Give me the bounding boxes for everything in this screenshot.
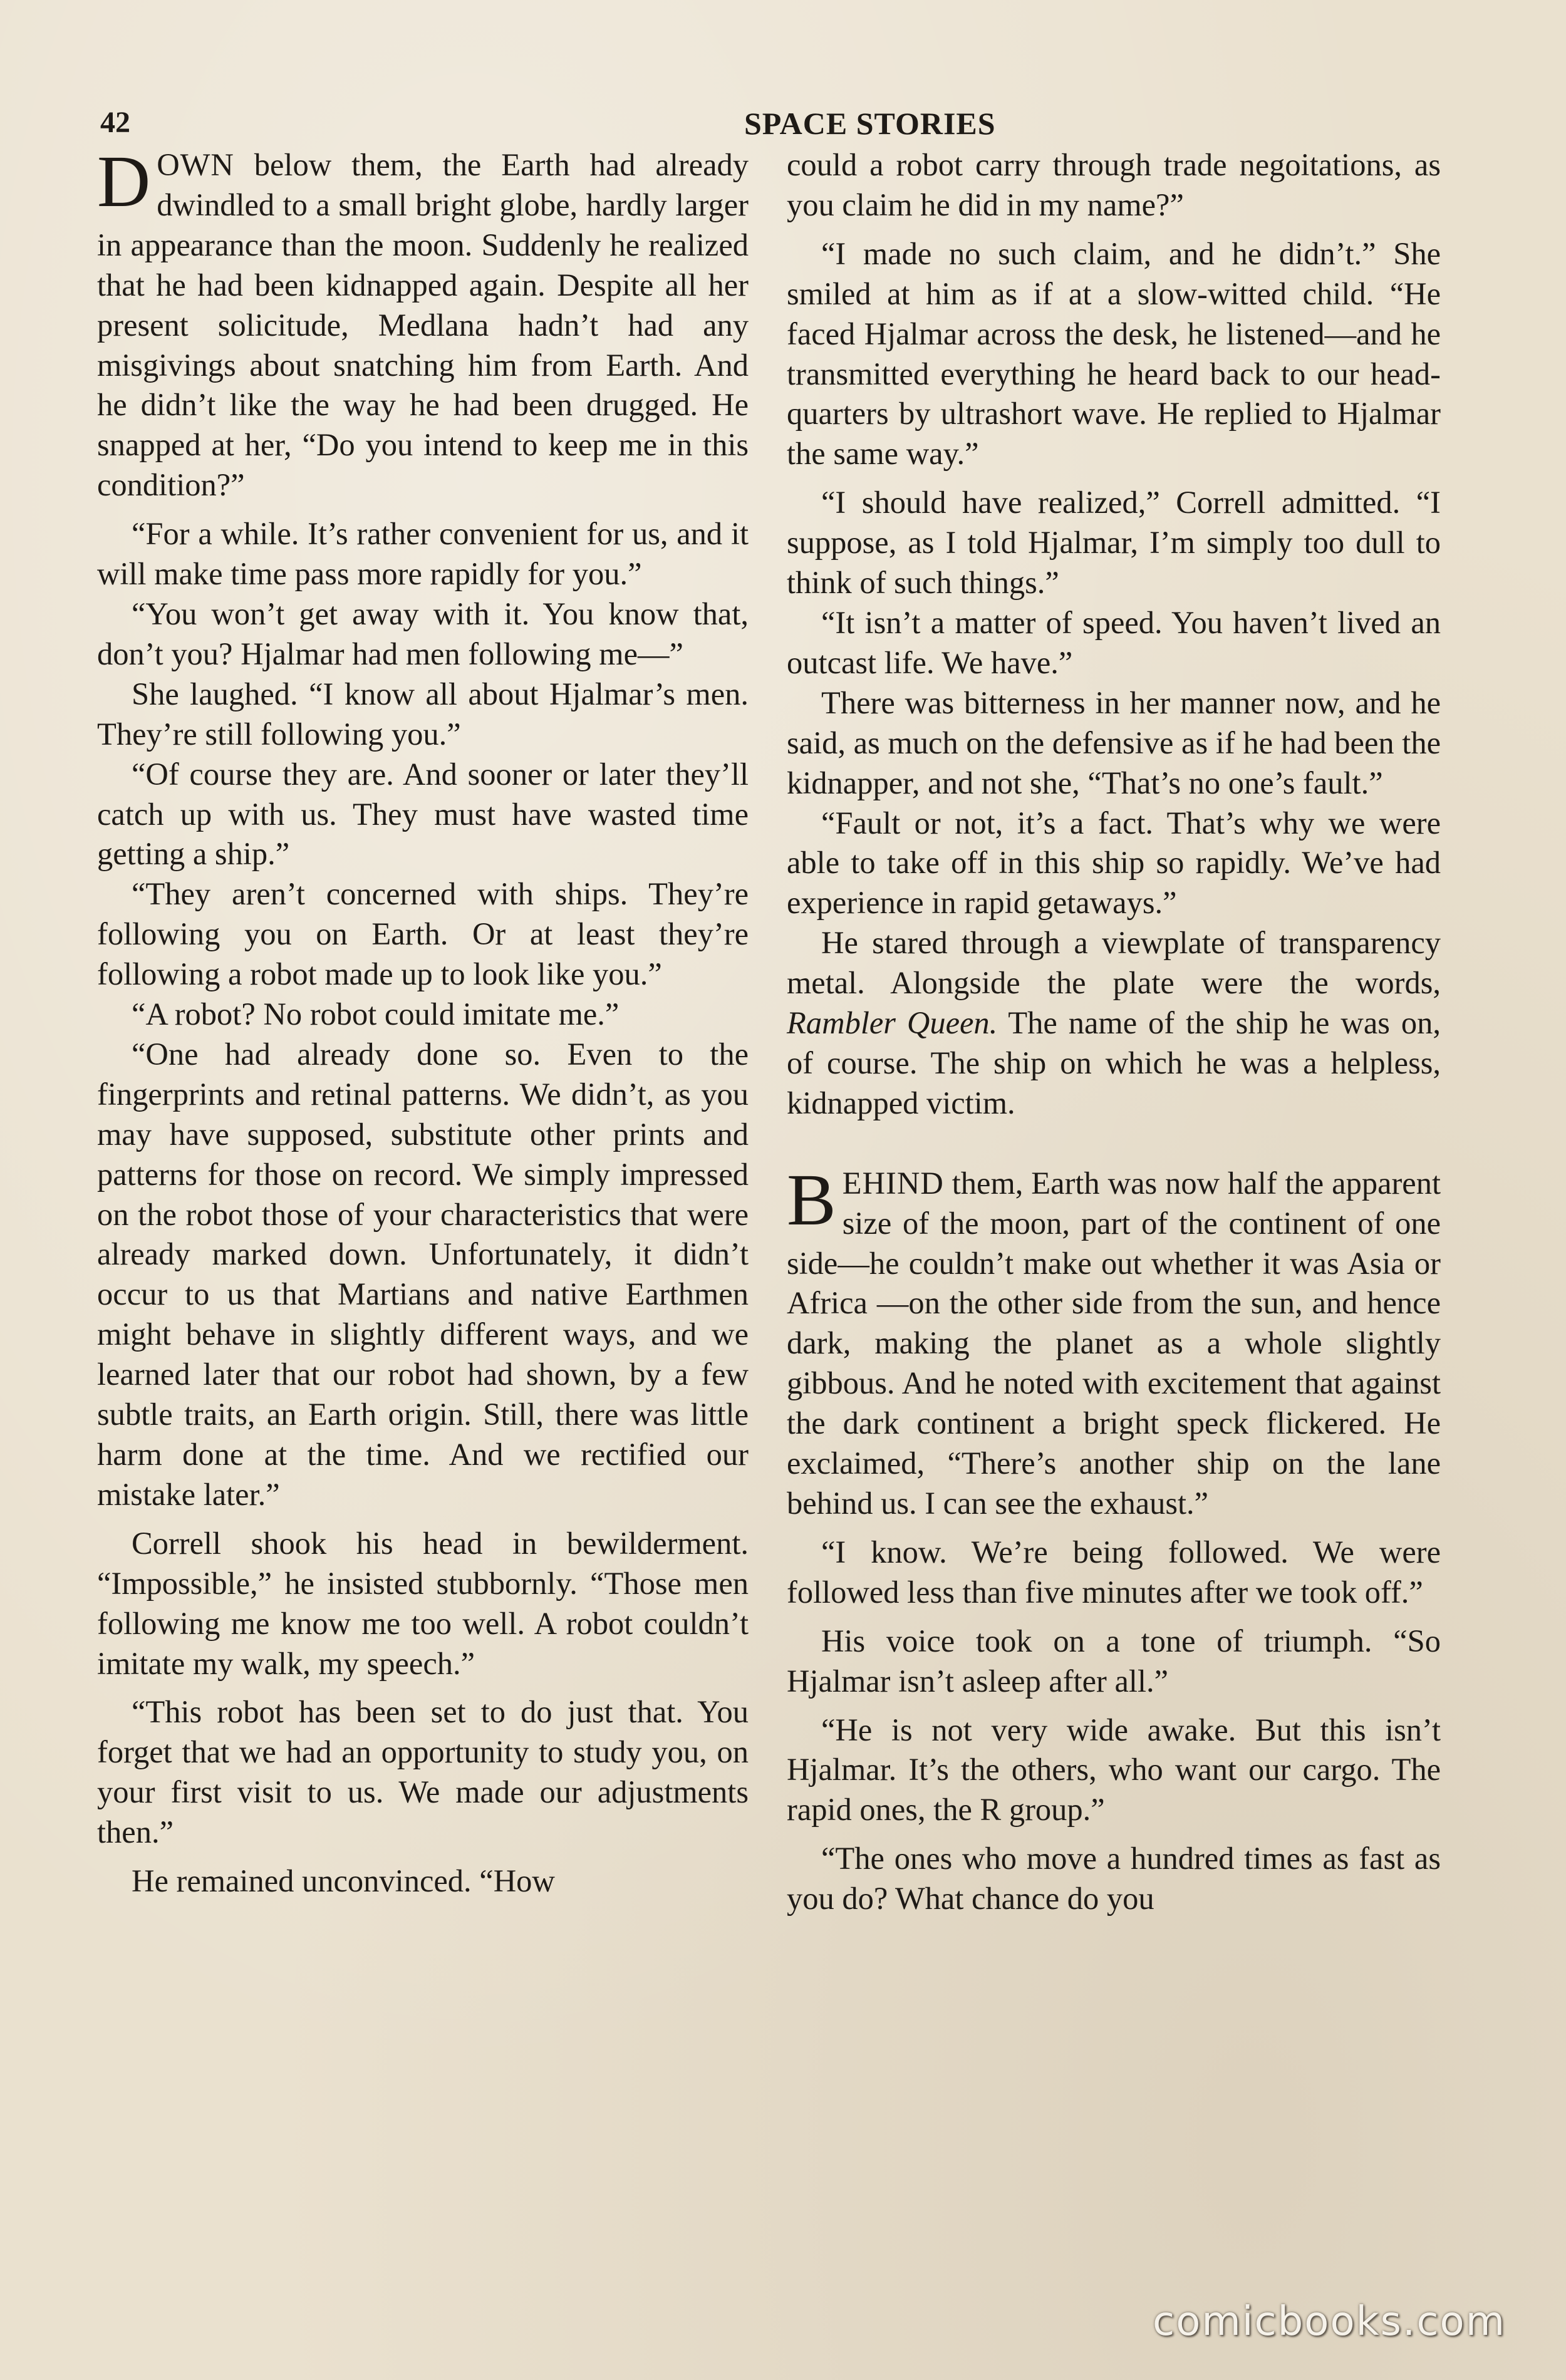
drop-cap: D <box>97 140 151 222</box>
paragraph: He remained unconvinced. “How <box>132 1863 555 1899</box>
paragraph: His voice took on a tone of triumph. “So Hjalmar isn’t asleep after all.” <box>787 1623 1441 1699</box>
paragraph: There was bitterness in her manner now, and he said, as much on the defensive as if he had been the kidnapper, and not she, “That’s no one’s fault.” <box>787 685 1441 800</box>
right-column <box>787 145 1441 1919</box>
paragraph-text: below them, the Earth had already dwindled to a small bright globe, hardly larger in appearance than the moon. Suddenly he realized that he had been kidnapped again. Despite all her present solicitude, Medlana hadn’t had any misgivings about snatching him from Earth. And he didn’t like the way he had been drugged. He snapped at her, “Do you intend to keep me in this condition?” <box>97 147 749 503</box>
paragraph: “I should have realized,” Correll admitted. “I suppose, as I told Hjalmar, I’m simply too dull to think of such things.” <box>787 485 1441 601</box>
paragraph-text: The name of the ship he was on, of course. The ship on which he was a helpless, kidnapped victim. <box>787 1005 1441 1120</box>
paragraph: “I made no such claim, and he didn’t.” She smiled at him as if at a slow-witted child. “He faced Hjalmar across the desk, he listened—and he transmitted everything he heard back to our headquarters by ultrashort wave. He replied to Hjalmar the same way.” <box>787 235 1441 472</box>
paragraph: could a robot carry through trade negoitations, as you claim he did in my name?” <box>787 147 1441 222</box>
paragraph: “The ones who move a hundred times as fast as you do? What chance do you <box>787 1841 1441 1917</box>
ship-name: Rambler Queen. <box>787 1005 998 1041</box>
drop-cap: B <box>787 1158 836 1241</box>
paragraph <box>787 1158 1441 1524</box>
paragraph: “A robot? No robot could imitate me.” <box>132 996 620 1032</box>
paragraph: “For a while. It’s rather convenient for us, and it will make time pass more rapidly for you.” <box>97 516 749 592</box>
paragraph-text: them, Earth was now half the apparent size of the moon, part of the continent of one side—he couldn’t make out whether it was Asia or Africa —on the other side from the sun, and hence dark, making the planet as a whole slightly gibbous. And he noted with excitement that against the dark continent a bright speck flickered. He exclaimed, “There’s another ship on the lane behind us. I can see the exhaust.” <box>787 1165 1441 1521</box>
paragraph: “I know. We’re being followed. We were followed less than five minutes after we took off.” <box>787 1534 1441 1610</box>
left-column <box>97 140 749 1901</box>
opening-caps: OWN <box>157 147 234 182</box>
paragraph <box>787 923 1441 1124</box>
paragraph: “This robot has been set to do just that. You forget that we had an opportunity to study you, on your first visit to us. We made our adjustments then.” <box>97 1694 749 1850</box>
paragraph: “One had already done so. Even to the fingerprints and retinal patterns. We didn’t, as you may have supposed, substitute other prints and patterns for those on record. We simply impressed on the robot those of your characteristics that were already marked down. Unfortunately, it didn’t occur to us that Martians and native Earthmen might behave in slightly different ways, and we learned later that our robot had shown, by a few subtle traits, an Earth origin. Still, there was little harm done at the time. And we rectified our mistake later.” <box>97 1036 749 1512</box>
paragraph: Correll shook his head in bewilderment. “Impossible,” he insisted stubbornly. “Those men following me know me too well. A robot couldn’t imitate my walk, my speech.” <box>97 1525 749 1681</box>
paragraph: She laughed. “I know all about Hjalmar’s men. They’re still following you.” <box>97 676 749 752</box>
paragraph: “Of course they are. And sooner or later they’ll catch up with us. They must have wasted time getting a ship.” <box>97 756 749 872</box>
paragraph: “It isn’t a matter of speed. You haven’t lived an outcast life. We have.” <box>787 604 1441 680</box>
page-number: 42 <box>100 106 130 139</box>
paragraph: “You won’t get away with it. You know that, don’t you? Hjalmar had men following me—” <box>97 596 749 671</box>
opening-caps: EHIND <box>842 1165 944 1201</box>
paragraph <box>97 140 749 505</box>
watermark-text: comicbooks.com <box>1153 2299 1506 2345</box>
paragraph: “Fault or not, it’s a fact. That’s why we were able to take off in this ship so rapidly. We’ve had experience in rapid getaways.” <box>787 805 1441 921</box>
running-title: SPACE STORIES <box>744 106 996 141</box>
paragraph: “They aren’t concerned with ships. They’re following you on Earth. Or at least they’re following a robot made up to look like you.” <box>97 876 749 992</box>
page-header <box>100 105 1453 143</box>
paragraph-text: He stared through a viewplate of transparency metal. Alongside the plate were the words, <box>787 925 1441 1001</box>
paragraph: “He is not very wide awake. But this isn’t Hjalmar. It’s the others, who want our cargo. The rapid ones, the R group.” <box>787 1712 1441 1828</box>
